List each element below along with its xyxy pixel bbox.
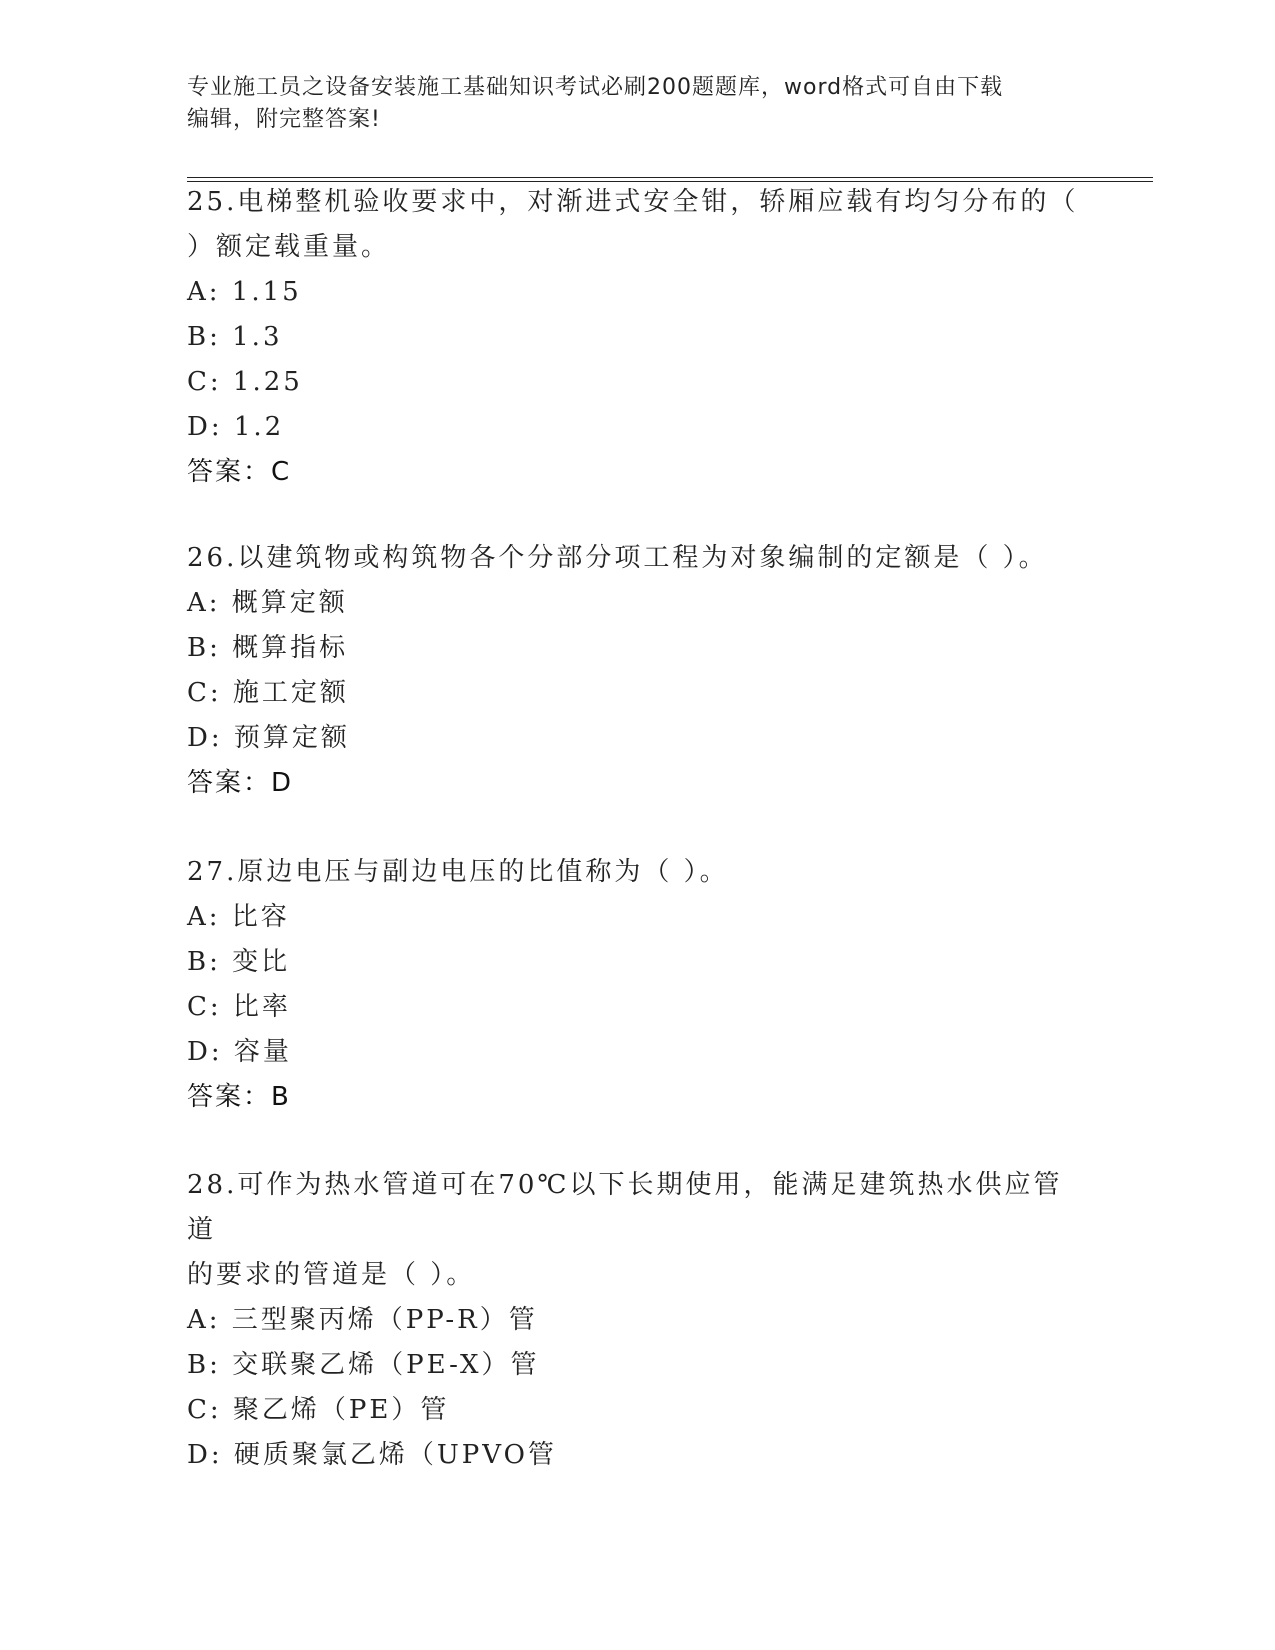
option-b: B: 变比 [187,947,291,977]
document-header [187,72,1087,136]
option-d: D: 硬质聚氯乙烯（UPVO管 [187,1440,557,1470]
question-28 [187,1163,1087,1478]
option-a: A: 1.15 [187,277,302,307]
question-25 [187,180,1087,495]
question-27 [187,850,1087,1120]
option-a: A: 三型聚丙烯（PP-R）管 [187,1305,538,1335]
question-stem: 27.原边电压与副边电压的比值称为（ ）。 [187,857,729,887]
option-a: A: 比容 [187,902,290,932]
option-c: C: 比率 [187,992,291,1022]
option-b: B: 1.3 [187,322,283,352]
option-d: D: 预算定额 [187,723,350,753]
question-stem-continued: 的要求的管道是（ ）。 [187,1260,476,1290]
question-26 [187,536,1087,806]
option-d: D: 容量 [187,1037,292,1067]
option-d: D: 1.2 [187,412,285,442]
answer: 答案：D [187,768,294,798]
question-stem: 28.可作为热水管道可在70℃以下长期使用，能满足建筑热水供应管道 [187,1170,1063,1245]
option-c: C: 施工定额 [187,678,349,708]
question-stem-continued: ）额定载重量。 [187,232,391,262]
option-c: C: 1.25 [187,367,303,397]
question-stem: 26.以建筑物或构筑物各个分部分项工程为对象编制的定额是（ ）。 [187,543,1048,573]
option-b: B: 交联聚乙烯（PE-X）管 [187,1350,540,1380]
header-line-1: 专业施工员之设备安装施工基础知识考试必刷200题题库，word格式可自由下载 [187,75,1004,100]
header-line-2: 编辑，附完整答案! [187,107,381,132]
option-c: C: 聚乙烯（PE）管 [187,1395,450,1425]
option-b: B: 概算指标 [187,633,349,663]
question-stem: 25.电梯整机验收要求中，对渐进式安全钳，轿厢应载有均匀分布的（ [187,187,1079,217]
answer: 答案：B [187,1082,291,1112]
answer: 答案：C [187,457,292,487]
option-a: A: 概算定额 [187,588,348,618]
